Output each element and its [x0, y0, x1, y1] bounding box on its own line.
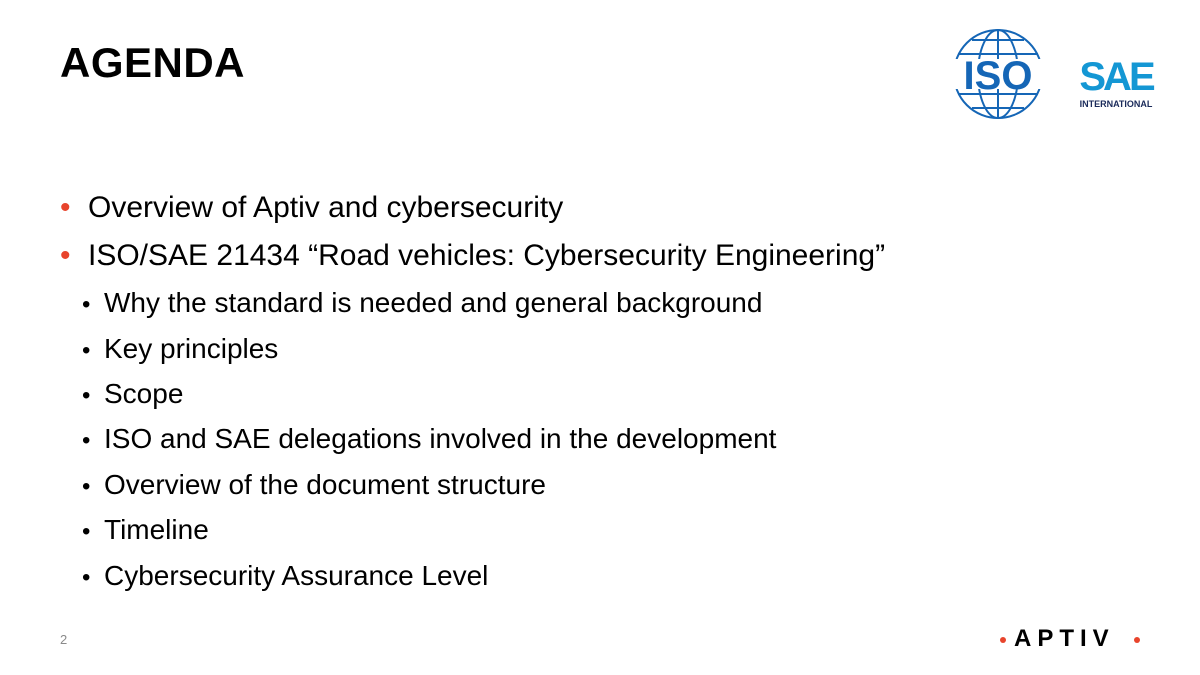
- agenda-item-text: ISO and SAE delegations involved in the development: [104, 423, 777, 454]
- bullet-icon: •: [82, 518, 91, 545]
- aptiv-logo-text: APTIV: [1014, 625, 1115, 652]
- agenda-item-text: ISO/SAE 21434 “Road vehicles: Cybersecurity Engineering”: [88, 239, 886, 272]
- aptiv-logo: [998, 622, 1148, 656]
- aptiv-logo-right-dot: [1134, 637, 1140, 643]
- agenda-item-text: Timeline: [104, 514, 209, 545]
- agenda-item: [60, 238, 885, 274]
- sae-logo-subtext: INTERNATIONAL: [1079, 99, 1153, 109]
- agenda-item-text: Overview of the document structure: [104, 469, 546, 500]
- agenda-subitem: [82, 332, 278, 368]
- agenda-item-text: Key principles: [104, 333, 279, 364]
- bullet-icon: •: [82, 427, 91, 454]
- bullet-icon: •: [82, 564, 91, 591]
- agenda-subitem: [82, 422, 776, 458]
- agenda-subitem: [82, 286, 762, 322]
- agenda-item-text: Cybersecurity Assurance Level: [104, 560, 489, 591]
- red-bullet-icon: •: [60, 239, 71, 272]
- agenda-item-text: Why the standard is needed and general background: [104, 287, 763, 318]
- bullet-icon: •: [82, 473, 91, 500]
- slide-title: AGENDA: [60, 39, 246, 86]
- bullet-icon: •: [82, 291, 91, 318]
- agenda-subitem: [82, 513, 209, 549]
- agenda-item-text: Scope: [104, 378, 184, 409]
- bullet-icon: •: [82, 337, 91, 364]
- bullet-icon: •: [82, 382, 91, 409]
- aptiv-logo-left-dot: [1000, 637, 1006, 643]
- page-number: 2: [60, 632, 68, 647]
- agenda-item: [60, 190, 563, 226]
- agenda-subitem: [82, 468, 546, 504]
- sae-logo-text: SAE: [1079, 55, 1153, 99]
- agenda-subitem: [82, 559, 488, 595]
- agenda-subitem: [82, 377, 183, 413]
- iso-logo-text: ISO: [963, 54, 1033, 98]
- red-bullet-icon: •: [60, 191, 71, 224]
- agenda-item-text: Overview of Aptiv and cybersecurity: [88, 191, 564, 224]
